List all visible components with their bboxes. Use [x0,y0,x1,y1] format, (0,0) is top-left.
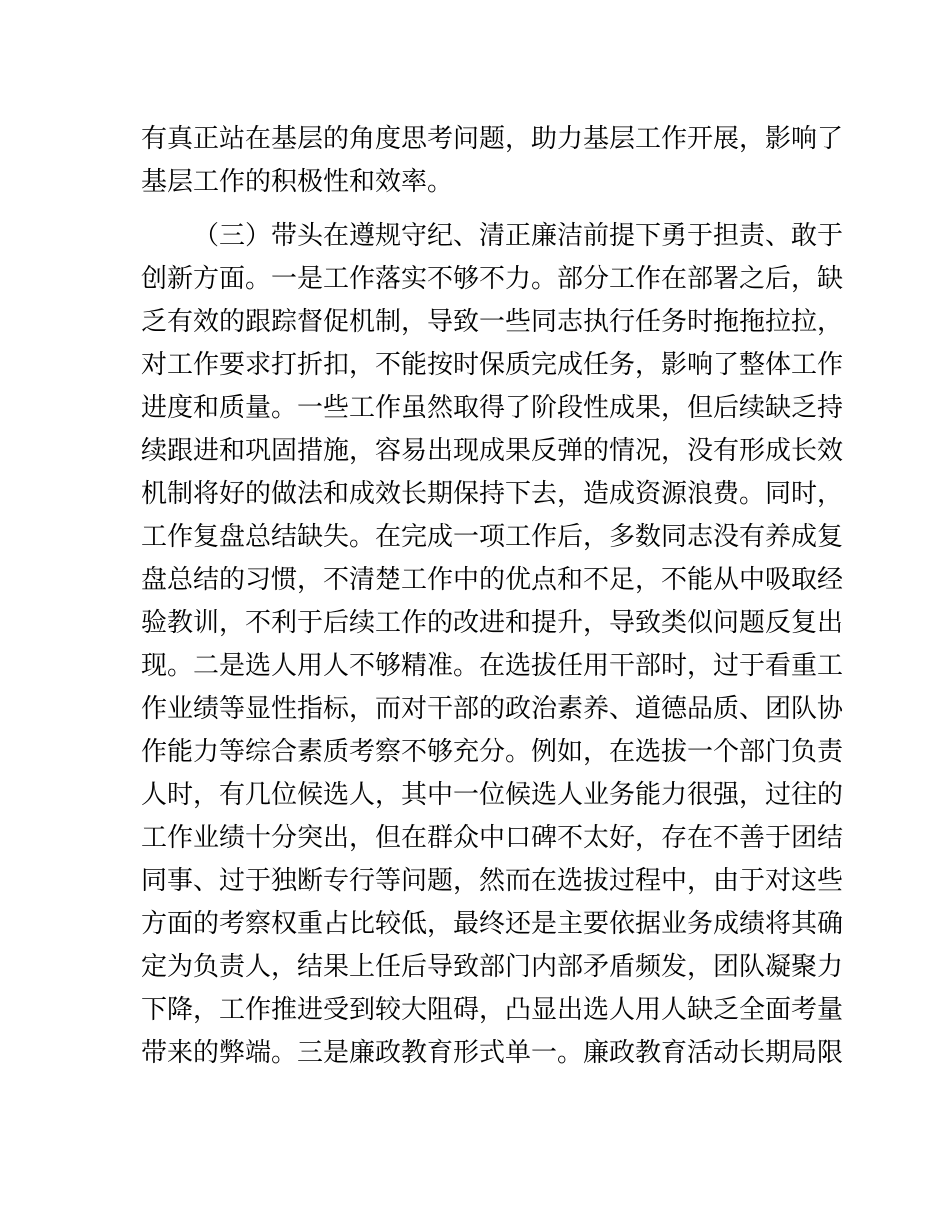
text-line: 机制将好的做法和成效长期保持下去，造成资源浪费。同时， [141,479,844,509]
text-line: 作业绩等显性指标，而对干部的政治素养、道德品质、团队协 [141,694,844,724]
text-line: 基层工作的积极性和效率。 [141,167,454,197]
document-body [141,118,844,1075]
text-line: 续跟进和巩固措施，容易出现成果反弹的情况，没有形成长效 [141,436,844,466]
text-line: 同事、过于独断专行等问题，然而在选拔过程中，由于对这些 [141,866,844,896]
text-line: 进度和质量。一些工作虽然取得了阶段性成果，但后续缺乏持 [141,393,844,423]
text-line: 有真正站在基层的角度思考问题，助力基层工作开展，影响了 [141,124,844,154]
text-line: 乏有效的跟踪督促机制，导致一些同志执行任务时拖拖拉拉， [141,307,844,337]
text-line: 人时，有几位候选人，其中一位候选人业务能力很强，过往的 [141,780,844,810]
text-line: 盘总结的习惯，不清楚工作中的优点和不足，不能从中吸取经 [141,565,844,595]
text-line: 创新方面。一是工作落实不够不力。部分工作在部署之后，缺 [141,264,844,294]
text-line: 工作业绩十分突出，但在群众中口碑不太好，存在不善于团结 [141,823,844,853]
text-line: 现。二是选人用人不够精准。在选拔任用干部时，过于看重工 [141,651,844,681]
paragraph-spacer [141,204,821,215]
text-line: 定为负责人，结果上任后导致部门内部矛盾频发，团队凝聚力 [141,952,844,982]
paragraph [141,118,844,204]
text-line: 对工作要求打折扣，不能按时保质完成任务，影响了整体工作 [141,350,844,380]
paragraph [141,215,844,1075]
text-line: 验教训，不利于后续工作的改进和提升，导致类似问题反复出 [141,608,844,638]
text-line: 带来的弊端。三是廉政教育形式单一。廉政教育活动长期局限 [141,1038,844,1068]
text-line: 作能力等综合素质考察不够充分。例如，在选拔一个部门负责 [141,737,844,767]
text-line: （三）带头在遵规守纪、清正廉洁前提下勇于担责、敢于 [193,221,844,251]
text-line: 方面的考察权重占比较低，最终还是主要依据业务成绩将其确 [141,909,844,939]
text-line: 下降，工作推进受到较大阻碍，凸显出选人用人缺乏全面考量 [141,995,844,1025]
text-line: 工作复盘总结缺失。在完成一项工作后，多数同志没有养成复 [141,522,844,552]
